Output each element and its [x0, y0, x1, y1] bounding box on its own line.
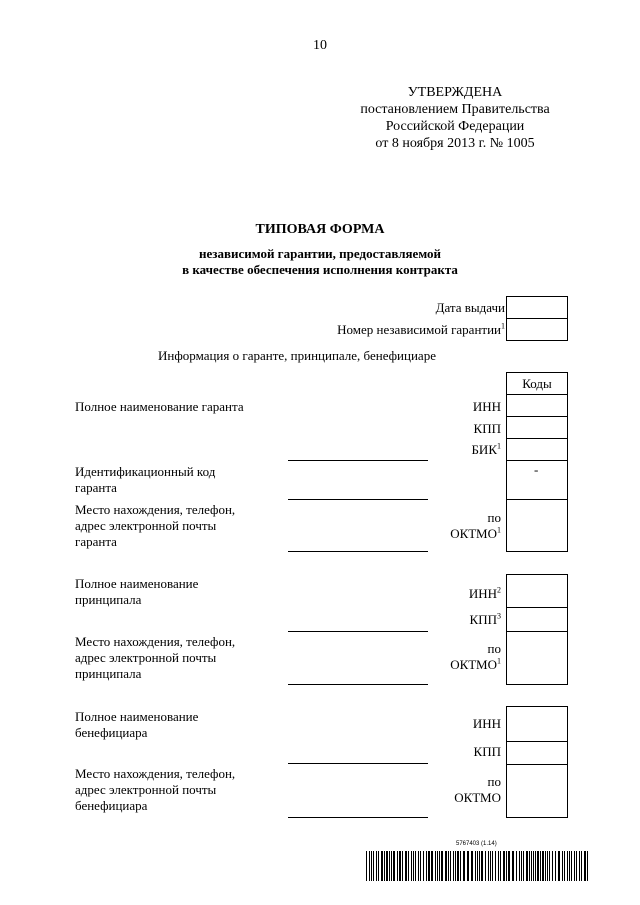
barcode-bar	[471, 851, 473, 881]
barcode-bar	[584, 851, 586, 881]
issue-date-field[interactable]	[506, 296, 568, 319]
barcode-bar	[415, 851, 416, 881]
guarantor-name-label: Полное наименование гаранта	[75, 399, 244, 414]
barcode-bar	[531, 851, 532, 881]
guarantor-inn-field[interactable]	[506, 394, 568, 417]
barcode-bar	[576, 851, 577, 881]
guarantor-bik-label: БИК$^1$	[471, 441, 501, 457]
beneficiary-oktmo-field[interactable]	[506, 764, 568, 818]
barcode-bar	[512, 851, 514, 881]
barcode-bar	[435, 851, 436, 881]
barcode-bar	[393, 851, 395, 881]
barcode-bar	[579, 851, 580, 881]
barcode-bar	[521, 851, 522, 881]
barcode-number: 5767403 (1.14)	[456, 841, 497, 847]
barcode-bar	[463, 851, 465, 881]
guarantor-oktmo-field[interactable]	[506, 499, 568, 552]
principal-kpp-field[interactable]	[506, 607, 568, 632]
principal-name-label: Полное наименование принципала	[75, 576, 199, 607]
barcode-bar	[376, 851, 377, 881]
guarantor-address-line[interactable]	[288, 551, 428, 552]
barcode-bar	[405, 851, 407, 881]
barcode-bar	[523, 851, 524, 881]
barcode-bar	[386, 851, 388, 881]
guarantor-address-label: Место нахождения, телефон, адрес электронной почты гаранта	[75, 502, 236, 549]
beneficiary-address-line[interactable]	[288, 817, 428, 818]
barcode-bar	[564, 851, 565, 881]
barcode-bar	[448, 851, 449, 881]
barcode	[366, 851, 588, 881]
guarantor-kpp-field[interactable]	[506, 416, 568, 439]
barcode-bar	[453, 851, 454, 881]
beneficiary-kpp-field[interactable]	[506, 741, 568, 765]
barcode-bar	[508, 851, 510, 881]
barcode-bar	[495, 851, 496, 881]
barcode-bar	[540, 851, 541, 881]
barcode-bar	[581, 851, 582, 881]
barcode-bar	[431, 851, 433, 881]
principal-address-label: Место нахождения, телефон, адрес электронной почты принципала	[75, 634, 236, 681]
barcode-bar	[549, 851, 550, 881]
barcode-bar	[366, 851, 367, 881]
barcode-bar	[397, 851, 398, 881]
barcode-bar	[555, 851, 556, 881]
codes-header: Коды	[506, 372, 568, 395]
guarantor-id-label: Идентификационный код гаранта	[75, 464, 216, 495]
barcode-bar	[428, 851, 430, 881]
barcode-bar	[485, 851, 486, 881]
barcode-bar	[408, 851, 409, 881]
barcode-bar	[547, 851, 548, 881]
barcode-bar	[384, 851, 385, 881]
form-title: ТИПОВАЯ ФОРМА	[255, 222, 385, 237]
barcode-bar	[445, 851, 447, 881]
principal-oktmo-field[interactable]	[506, 631, 568, 685]
barcode-bar	[552, 851, 553, 881]
barcode-bar	[460, 851, 461, 881]
barcode-bar	[542, 851, 544, 881]
barcode-bar	[441, 851, 443, 881]
barcode-bar	[467, 851, 469, 881]
principal-oktmo-label: по ОКТМО$^1$	[450, 641, 501, 672]
principal-inn-label: ИНН$^2$	[468, 585, 501, 601]
barcode-bar	[587, 851, 588, 881]
guarantee-number-label: Номер независимой гарантии$^1$	[337, 321, 505, 337]
barcode-bar	[426, 851, 427, 881]
issue-date-label: Дата выдачи	[435, 300, 505, 315]
barcode-bar	[500, 851, 501, 881]
principal-name-line[interactable]	[288, 631, 428, 632]
principal-address-line[interactable]	[288, 684, 428, 685]
barcode-bar	[413, 851, 414, 881]
approval-line: УТВЕРЖДЕНА	[407, 85, 503, 100]
barcode-bar	[567, 851, 568, 881]
barcode-bar	[490, 851, 491, 881]
guarantor-kpp-label: КПП	[473, 421, 501, 436]
barcode-bar	[402, 851, 403, 881]
barcode-bar	[488, 851, 489, 881]
barcode-bar	[389, 851, 390, 881]
barcode-bar	[492, 851, 493, 881]
barcode-bar	[481, 851, 483, 881]
barcode-bar	[457, 851, 459, 881]
beneficiary-kpp-label: КПП	[473, 744, 501, 759]
barcode-bar	[477, 851, 478, 881]
barcode-bar	[420, 851, 421, 881]
approval-line: Российской Федерации	[385, 119, 525, 134]
approval-line: от 8 ноября 2013 г. № 1005	[375, 136, 535, 151]
barcode-bar	[498, 851, 499, 881]
barcode-bar	[516, 851, 517, 881]
beneficiary-oktmo-label: по ОКТМО	[454, 774, 501, 805]
barcode-bar	[439, 851, 440, 881]
beneficiary-name-label: Полное наименование бенефициара	[75, 709, 199, 740]
barcode-bar	[537, 851, 539, 881]
barcode-bar	[569, 851, 570, 881]
barcode-bar	[506, 851, 507, 881]
barcode-bar	[391, 851, 392, 881]
approval-line: постановлением Правительства	[360, 102, 550, 117]
barcode-bar	[369, 851, 370, 881]
barcode-bar	[418, 851, 419, 881]
subtitle-line: независимой гарантии, предоставляемой	[199, 246, 441, 261]
barcode-bar	[571, 851, 572, 881]
approval-block	[340, 84, 570, 152]
barcode-bar	[558, 851, 560, 881]
guarantor-name-line[interactable]	[288, 460, 428, 461]
beneficiary-inn-label: ИНН	[472, 716, 501, 731]
guarantor-oktmo-label: по ОКТМО$^1$	[450, 510, 501, 541]
barcode-bar	[450, 851, 451, 881]
beneficiary-inn-field[interactable]	[506, 706, 568, 742]
principal-kpp-label: КПП$^3$	[469, 611, 501, 627]
guarantee-number-field[interactable]	[506, 318, 568, 341]
beneficiary-address-label: Место нахождения, телефон, адрес электронной почты бенефициара	[75, 766, 236, 813]
form-subtitle	[0, 246, 640, 278]
barcode-bar	[381, 851, 383, 881]
guarantor-bik-field[interactable]	[506, 438, 568, 461]
barcode-bar	[373, 851, 374, 881]
barcode-bar	[562, 851, 563, 881]
subtitle-line: в качестве обеспечения исполнения контракта	[182, 262, 458, 277]
barcode-bar	[535, 851, 536, 881]
barcode-bar	[475, 851, 476, 881]
guarantor-id-dash: -	[534, 462, 539, 477]
barcode-bar	[503, 851, 505, 881]
barcode-bar	[371, 851, 372, 881]
barcode-bar	[545, 851, 546, 881]
barcode-bar	[423, 851, 424, 881]
barcode-bar	[437, 851, 438, 881]
barcode-bar	[479, 851, 480, 881]
barcode-bar	[519, 851, 520, 881]
barcode-bar	[378, 851, 379, 881]
info-heading: Информация о гаранте, принципале, бенефициаре	[158, 348, 436, 363]
guarantor-inn-label: ИНН	[472, 399, 501, 414]
barcode-bar	[411, 851, 412, 881]
barcode-bar	[529, 851, 530, 881]
barcode-bar	[533, 851, 534, 881]
barcode-bar	[526, 851, 528, 881]
barcode-bar	[574, 851, 575, 881]
guarantor-id-line[interactable]	[288, 499, 428, 500]
barcode-bar	[455, 851, 456, 881]
page-number: 10	[313, 38, 327, 53]
principal-inn-field[interactable]	[506, 574, 568, 608]
beneficiary-name-line[interactable]	[288, 763, 428, 764]
barcode-bar	[399, 851, 401, 881]
